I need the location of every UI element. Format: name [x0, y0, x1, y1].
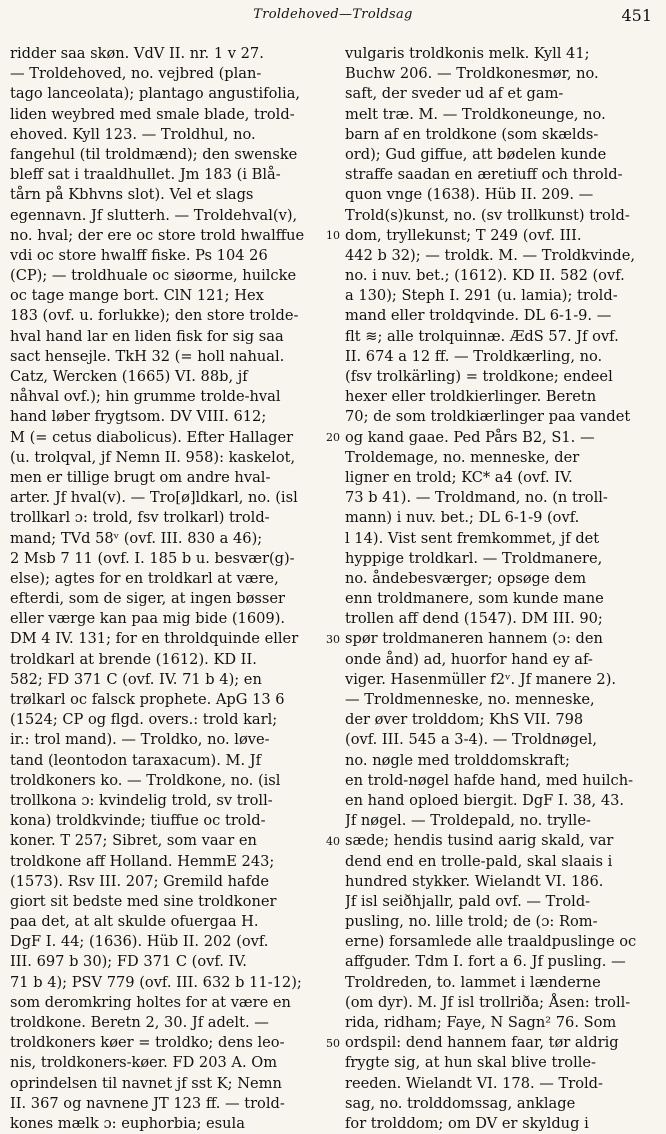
text-line: viger. Hasenmüller f2ᵛ. Jf manere 2).: [345, 670, 617, 688]
text-line: der øver trolddom; KhS VII. 798: [345, 711, 584, 729]
text-line: DM 4 IV. 131; for en throldquinde eller: [10, 630, 299, 648]
text-line: arter. Jf hval(v). — Tro[ø]ldkarl, no. (isl: [10, 489, 298, 507]
text-line: koner. T 257; Sibret, som vaar en: [10, 832, 257, 850]
text-line: III. 697 b 30); FD 371 C (ovf. IV.: [10, 953, 247, 971]
text-line: hundred stykker. Wielandt VI. 186.: [345, 872, 604, 890]
text-line: (ovf. III. 545 a 3-4). — Troldnøgel,: [345, 731, 597, 749]
text-line: for trolddom; om DV er skyldug i: [345, 1114, 589, 1132]
text-line: mand eller troldqvinde. DL 6-1-9. —: [345, 307, 612, 325]
text-line: 71 b 4); PSV 779 (ovf. III. 632 b 11-12);: [10, 973, 302, 991]
text-line: affguder. Tdm I. fort a 6. Jf pusling. —: [345, 953, 626, 971]
text-line: Buchw 206. — Troldkonesmør, no.: [345, 65, 599, 83]
text-line: ligner en trold; KC* a4 (ovf. IV.: [345, 468, 573, 486]
text-line: frygte sig, at hun skal blive trolle-: [345, 1054, 596, 1072]
text-line: Troldreden, to. lammet i lænderne: [345, 973, 601, 991]
text-line: oc tage mange bort. ClN 121; Hex: [10, 287, 264, 305]
text-line: 70; de som troldkiærlinger paa vandet: [345, 408, 631, 426]
text-line: troldkoners køer = troldko; dens leo-: [10, 1034, 285, 1052]
text-line: troldkarl at brende (1612). KD II.: [10, 650, 257, 668]
text-line: spør troldmaneren hannem (ɔ: den: [345, 630, 603, 648]
text-line: melt træ. M. — Troldkoneunge, no.: [345, 105, 606, 123]
text-line: l 14). Vist sent fremkommet, jf det: [345, 529, 600, 547]
text-line: nåhval ovf.); hin grumme trolde-hval: [10, 388, 281, 406]
text-line: erne) forsamlede alle traaldpuslinge oc: [345, 933, 637, 951]
text-line: reeden. Wielandt VI. 178. — Trold-: [345, 1074, 603, 1092]
text-line: mand; TVd 58ᵛ (ovf. III. 830 a 46);: [10, 529, 263, 547]
text-line: tago lanceolata); plantago angustifolia,: [10, 85, 301, 103]
text-line: Jf isl seiðhjallr, pald ovf. — Trold-: [345, 892, 591, 910]
text-line: no. i nuv. bet.; (1612). KD II. 582 (ovf.: [345, 267, 625, 285]
text-line: ord); Gud giffue, att bødelen kunde: [345, 145, 607, 163]
text-line: pusling, no. lille trold; de (ɔ: Rom-: [345, 913, 598, 931]
text-line: trollen aff dend (1547). DM III. 90;: [345, 610, 603, 628]
right-column: [345, 44, 659, 1134]
text-line: (fsv trolkärling) = troldkone; endeel: [345, 368, 613, 385]
text-line: Trold(s)kunst, no. (sv trollkunst) trold-: [345, 206, 630, 224]
text-line: DgF I. 44; (1636). Hüb II. 202 (ovf.: [10, 933, 269, 951]
text-line: kona) troldkvinde; tiuffue oc trold-: [10, 812, 266, 830]
text-line: 73 b 41). — Troldmand, no. (n troll-: [345, 489, 608, 507]
text-line: 442 b 32); — troldk. M. — Troldkvinde,: [345, 246, 636, 264]
text-line: ir.: trol mand). — Troldko, no. løve-: [10, 731, 270, 749]
text-line: nis, troldkoners-køer. FD 203 A. Om: [10, 1054, 278, 1072]
text-line: II. 674 a 12 ff. — Troldkærling, no.: [345, 347, 603, 365]
text-line: Jf nøgel. — Troldepald, no. trylle-: [345, 812, 591, 830]
text-line: troldkone. Beretn 2, 30. Jf adelt. —: [10, 1014, 269, 1031]
text-line: 183 (ovf. u. forlukke); den store trolde-: [10, 307, 299, 325]
text-line: sag, no. trolddomssag, anklage: [345, 1094, 576, 1112]
text-line: paa det, at alt skulde ofuergaa H.: [10, 913, 259, 931]
text-line: trollkona ɔ: kvindelig trold, sv troll-: [10, 791, 273, 809]
text-line: tand (leontodon taraxacum). M. Jf: [10, 751, 261, 769]
line-number-marker: 30: [326, 632, 340, 646]
text-line: quon vnge (1638). Hüb II. 209. —: [345, 186, 594, 204]
text-line: sæde; hendis tusind aarig skald, var: [345, 832, 614, 850]
text-line: Catz, Wercken (1665) VI. 88b, jf: [10, 368, 248, 385]
text-line: (CP); — troldhuale oc siøorme, huilcke: [10, 267, 297, 285]
line-number-marker: 20: [326, 430, 340, 444]
text-line: ordspil: dend hannem faar, tør aldrig: [345, 1034, 619, 1052]
text-line: eller værge kan paa mig bide (1609).: [10, 610, 286, 628]
text-line: onde ånd) ad, huorfor hand ey af-: [345, 650, 593, 668]
text-line: trollkarl ɔ: trold, fsv trolkarl) trold-: [10, 509, 270, 527]
text-line: no. nøgle med trolddomskraft;: [345, 751, 570, 769]
running-header: [0, 6, 666, 28]
text-line: — Troldmenneske, no. menneske,: [345, 691, 595, 708]
text-line: bleff sat i traaldhullet. Jm 183 (i Blå-: [10, 166, 281, 184]
text-line: else); agtes for en troldkarl at være,: [10, 569, 279, 587]
line-number-marker: 50: [326, 1036, 340, 1050]
text-line: Troldemage, no. menneske, der: [345, 448, 580, 466]
text-line: 2 Msb 7 11 (ovf. I. 185 b u. besvær(g)-: [10, 549, 295, 567]
text-line: kones mælk ɔ: euphorbia; esula: [10, 1114, 245, 1132]
text-line: flt ≋; alle trolquinnæ. ÆdS 57. Jf ovf.: [345, 327, 619, 345]
text-line: en trold-nøgel hafde hand, med huilch-: [345, 771, 634, 789]
text-line: giort sit bedste med sine troldkoner: [10, 892, 277, 910]
text-line: (1524; CP og flgd. overs.: trold karl;: [10, 711, 278, 729]
text-line: (1573). Rsv III. 207; Gremild hafde: [10, 872, 270, 890]
text-line: — Troldehoved, no. vejbred (plan-: [10, 65, 262, 83]
text-line: og kand gaae. Ped Pårs B2, S1. —: [345, 428, 595, 446]
text-line: vdi oc store hwalff fiske. Ps 104 26: [10, 246, 268, 264]
text-line: vulgaris troldkonis melk. Kyll 41;: [345, 45, 590, 62]
line-number-marker: 40: [326, 834, 340, 848]
text-line: troldkoners ko. — Troldkone, no. (isl: [10, 771, 281, 789]
text-line: barn af en troldkone (som skælds-: [345, 125, 599, 143]
text-line: dend end en trolle-pald, skal slaais i: [345, 852, 613, 870]
text-line: oprindelsen til navnet jf sst K; Nemn: [10, 1074, 282, 1092]
text-line: trølkarl oc falsck prophete. ApG 13 6: [10, 691, 285, 708]
text-line: a 130); Steph I. 291 (u. lamia); trold-: [345, 287, 618, 305]
text-line: som deromkring holtes for at være en: [10, 993, 291, 1011]
text-line: ridder saa skøn. VdV II. nr. 1 v 27.: [10, 45, 264, 62]
text-line: (u. trolqval, jf Nemn II. 958): kaskelot,: [10, 448, 296, 466]
text-line: II. 367 og navnene JT 123 ff. — trold-: [10, 1094, 285, 1112]
text-line: liden weybred med smale blade, trold-: [10, 105, 295, 123]
text-line: hyppige troldkarl. — Troldmanere,: [345, 549, 603, 567]
text-line: ehoved. Kyll 123. — Troldhul, no.: [10, 125, 256, 143]
text-line: mann) i nuv. bet.; DL 6-1-9 (ovf.: [345, 509, 580, 527]
text-line: en hand oploed biergit. DgF I. 38, 43.: [345, 791, 625, 809]
text-line: saft, der sveder ud af et gam-: [345, 85, 564, 103]
text-line: enn troldmanere, som kunde mane: [345, 590, 604, 608]
text-line: 582; FD 371 C (ovf. IV. 71 b 4); en: [10, 670, 262, 688]
text-line: egennavn. Jf slutterh. — Troldehval(v),: [10, 206, 298, 224]
text-line: M (= cetus diabolicus). Efter Hallager: [10, 428, 294, 446]
left-column: [10, 44, 323, 1134]
text-line: tårn på Kbhvns slot). Vel et slags: [10, 186, 254, 204]
text-line: rida, ridham; Faye, N Sagn² 76. Som: [345, 1014, 617, 1031]
text-line: fangehul (til troldmænd); den swenske: [10, 145, 298, 163]
text-line: troldkone aff Holland. HemmE 243;: [10, 852, 275, 870]
text-line: (om dyr). M. Jf isl trollriða; Åsen: troll-: [345, 993, 631, 1011]
text-line: sact hensejle. TkH 32 (= holl nahual.: [10, 347, 285, 365]
text-line: dom, tryllekunst; T 249 (ovf. III.: [345, 226, 582, 244]
text-line: straffe saadan en æretiuff och throld-: [345, 166, 623, 184]
running-title: Troldehoved—Troldsag: [253, 7, 413, 22]
text-line: no. åndebesværger; opsøge dem: [345, 569, 587, 587]
page-number: 451: [621, 6, 652, 25]
text-line: no. hval; der ere oc store trold hwalffue: [10, 226, 305, 244]
text-line: hval hand lar en liden fisk for sig saa: [10, 327, 284, 345]
text-line: efterdi, som de siger, at ingen bøsser: [10, 590, 285, 608]
line-number-marker: 10: [326, 228, 340, 242]
text-line: hand løber frygtsom. DV VIII. 612;: [10, 408, 267, 426]
text-line: hexer eller troldkierlinger. Beretn: [345, 388, 597, 406]
text-line: men er tillige brugt om andre hval-: [10, 468, 271, 486]
